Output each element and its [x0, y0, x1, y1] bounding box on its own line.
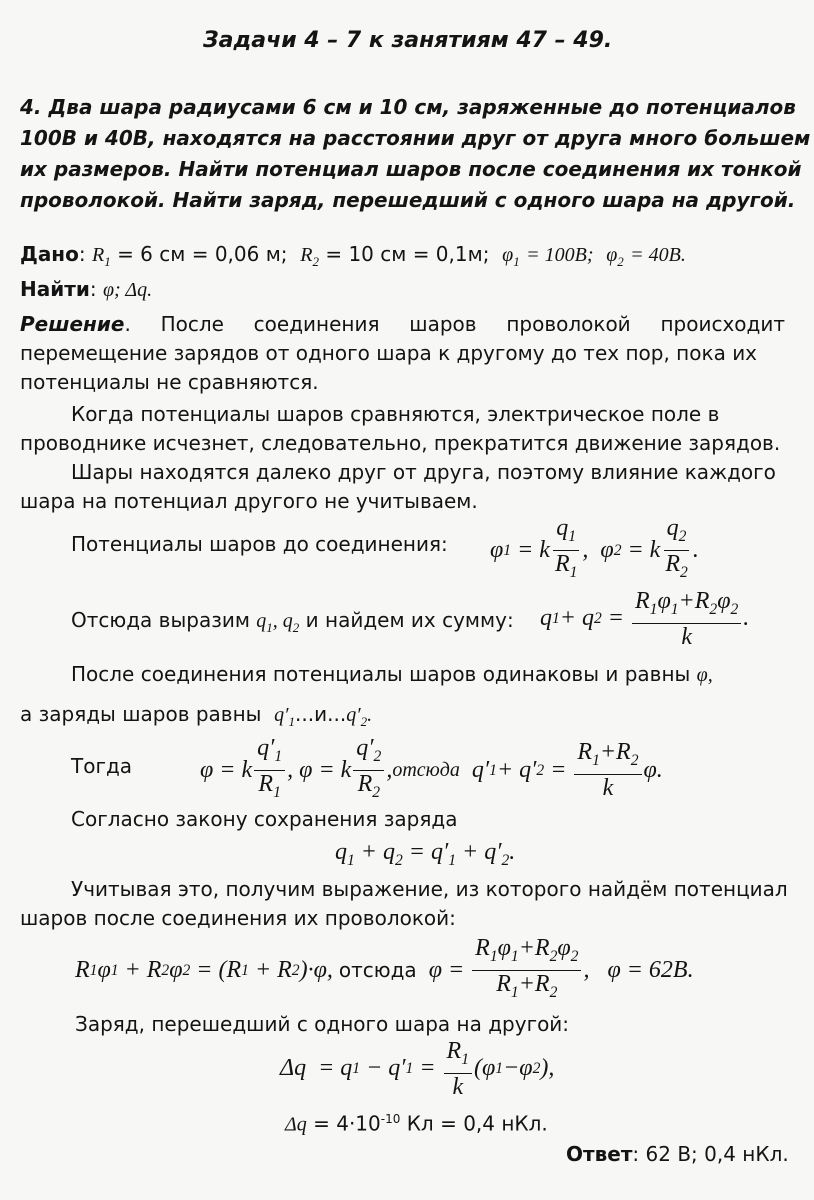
formula-potentials-before: φ 1 = k $\frac{q_1}{R_1}$ , φ 2 = k $\frac{q_2}{R_2}$ .	[490, 515, 699, 581]
solution-p1c: потенциалы не сравняются.	[20, 370, 319, 394]
solution-p3a: Шары находятся далеко друг от друга, поэтому влияние каждого	[71, 460, 776, 484]
after-text-2: а заряды шаров равны $q'_1...и...q'_2$.	[20, 702, 373, 729]
express-text: Отсюда выразим $q_1$, $q_2$ и найдем их сумму:	[71, 608, 514, 635]
problem-line-3: их размеров. Найти потенциал шаров после соединения их тонкой	[20, 157, 802, 181]
after-text-1: После соединения потенциалы шаров одинаковы и равны φ,	[71, 662, 713, 686]
page-title: Задачи 4 – 7 к занятиям 47 – 49.	[203, 28, 613, 53]
conservation-text: Согласно закону сохранения заряда	[71, 807, 458, 831]
problem-line-2: 100В и 40В, находятся на расстоянии друг от друга много большем	[20, 126, 811, 150]
charge-text: Заряд, перешедший с одного шара на другой:	[75, 1012, 570, 1036]
problem-line-4: проволокой. Найти заряд, перешедший с одного шара на другой.	[20, 188, 796, 212]
solution-p2b: проводнике исчезнет, следовательно, прекратится движение зарядов.	[20, 431, 781, 455]
before-text: Потенциалы шаров до соединения:	[71, 532, 448, 556]
answer: Ответ: 62 В; 0,4 нКл.	[566, 1142, 789, 1166]
solution-p1b: перемещение зарядов от одного шара к другому до тех пор, пока их	[20, 341, 758, 365]
given-line: Дано: $R_1 = 6$ см = 0,06 м; $R_2 = 10$ см = 0,1м; $\varphi_1 = 100B$; $\varphi_2 = 40B$.	[20, 242, 686, 269]
considering-2: шаров после соединения их проволокой:	[20, 906, 456, 930]
then-text: Тогда	[71, 754, 133, 778]
solution-p1a: Решение. После соединения шаров проволокой происходит	[20, 312, 785, 336]
formula-conservation: $q_1 + q_2 = q'_1 + q'_2$.	[335, 839, 516, 869]
formula-potential-result: R 1 φ 1 + R 2 φ 2 = (R 1 + R 2 )·φ, отсюда φ = $\frac{R_1\varphi_1+R_2\varphi_2}{R_1+R_2}$ , φ = 62В.	[75, 935, 694, 1001]
find-line: Найти: φ; Δq.	[20, 277, 153, 301]
considering-1: Учитывая это, получим выражение, из которого найдём потенциал	[71, 877, 788, 901]
formula-after: φ = k $\frac{q'_1}{R_1}$ , φ = k $\frac{q'_2}{R_2}$ , отсюда q′ 1 + q′ 2 = $\frac{R_1+R_2}{k}$ φ.	[200, 735, 663, 802]
problem-line-1: Два шара радиусами 6 см и 10 см, заряженные до потенциалов	[48, 95, 796, 119]
solution-p2a: Когда потенциалы шаров сравняются, электрическое поле в	[71, 402, 720, 426]
solution-p3b: шара на потенциал другого не учитываем.	[20, 489, 478, 513]
charge-result: $\Delta q = 4\cdot 10^{-10}$ Кл = 0,4 нКл.	[285, 1111, 548, 1136]
formula-sum: q 1 + q 2 = $\frac{R_1\varphi_1+R_2\varphi_2}{k}$ .	[540, 588, 750, 650]
problem-number: 4.	[20, 95, 42, 119]
formula-charge: Δq = q 1 − q′ 1 = $\frac{R_1}{k}$ (φ 1 −φ 2 ),	[280, 1038, 555, 1100]
